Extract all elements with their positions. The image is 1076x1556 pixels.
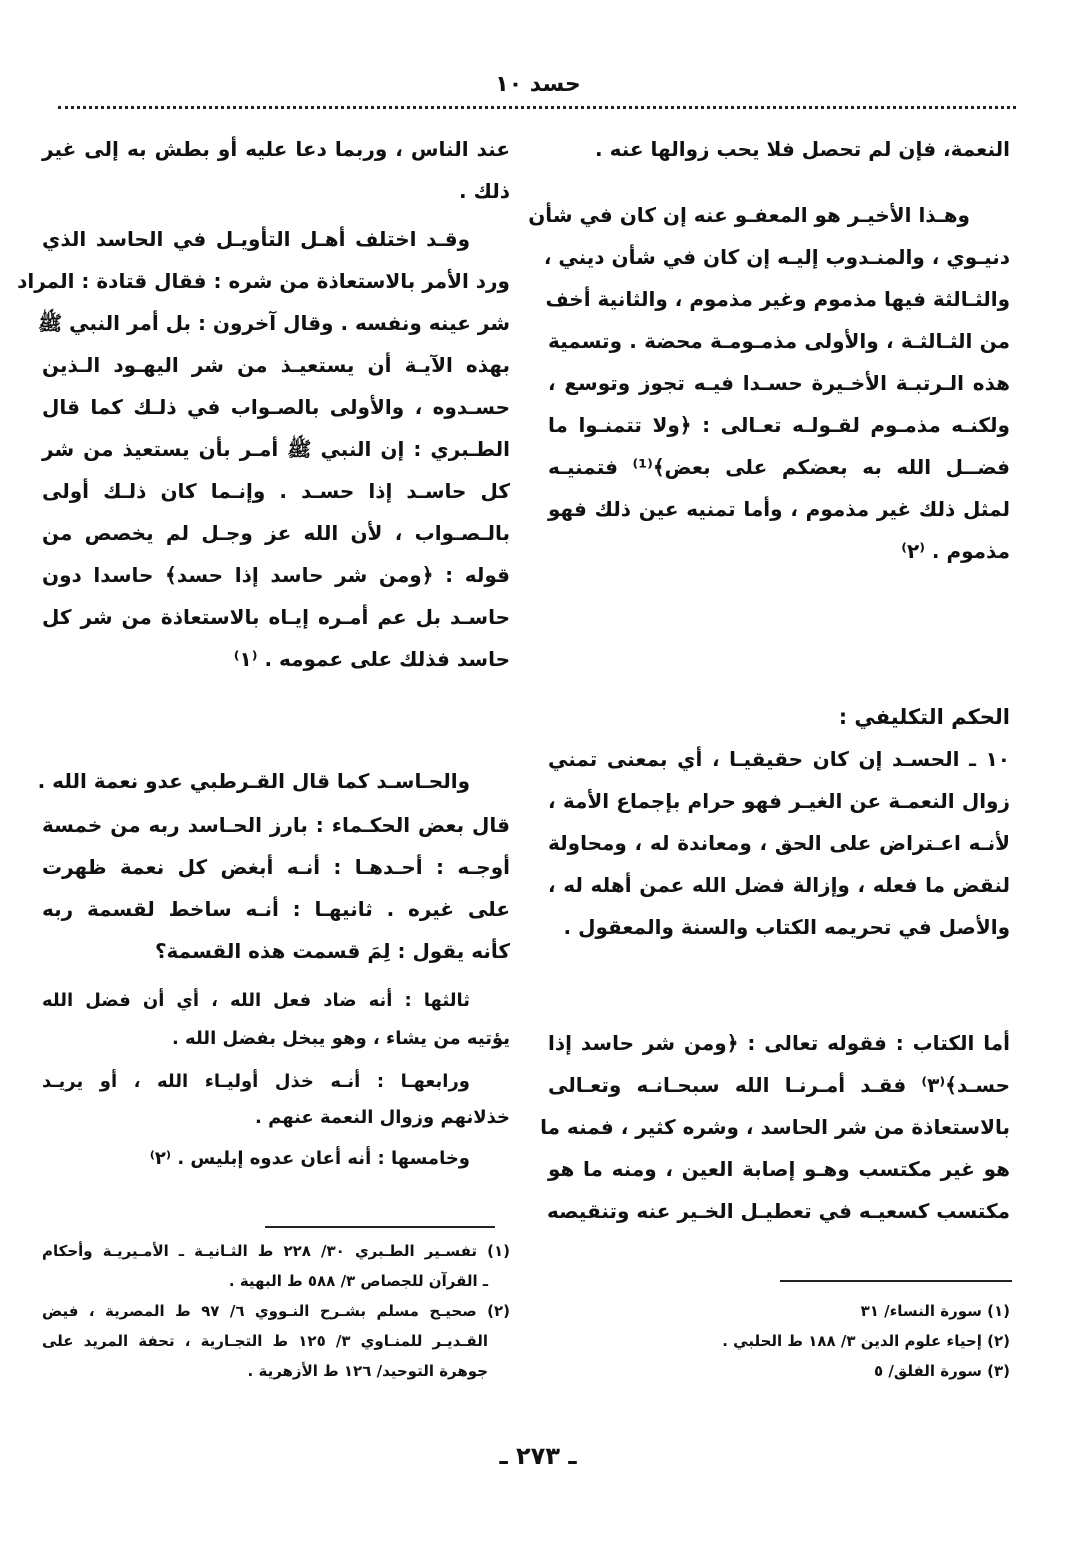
footnote: (٢) إحياء علوم الدين ٣/ ١٨٨ ط الحلبي . xyxy=(722,1332,1010,1350)
footnote: (٣) سورة الفلق/ ٥ xyxy=(873,1362,1010,1380)
right-paragraph-3 xyxy=(540,1022,1010,1232)
footnote: (٢) صحيـح مسلم بشـرح النـووي ٦/ ٩٧ ط المصرية ، فيض xyxy=(42,1302,511,1320)
text-line: حسـدوه ، والأولى بالصـواب في ذلـك كما قال xyxy=(42,395,510,419)
left-paragraph-6 xyxy=(42,1140,510,1178)
text-line: دنيـوي ، والمنـدوب إليـه إن كان في شأن ديني ، xyxy=(543,245,1010,269)
right-paragraph-1 xyxy=(528,194,1010,572)
left-paragraph-5 xyxy=(42,1064,510,1136)
section-heading xyxy=(548,696,1010,738)
text-line: حاسـد بل عم أمـره إيـاه بالاستعاذة من شر كل xyxy=(42,605,510,629)
text-line: الطـبري : إن النبي ﷺ أمـر بأن يستعيذ من شر xyxy=(42,437,510,461)
left-paragraph-0 xyxy=(42,128,510,212)
footnote-separator xyxy=(780,1280,1012,1282)
text-line: ولكنـه مذمـوم لقـولـه تعـالى : ﴿ولا تتمنـوا ما xyxy=(548,413,1010,437)
text-line: بالـصـواب ، لأن الله عز وجـل لم يخصص من xyxy=(42,521,510,545)
text-line: خذلانهم وزوال النعمة عنهم . xyxy=(254,1107,510,1128)
text-line: وقـد اختلف أهـل التأويـل في الحاسد الذي xyxy=(42,227,470,251)
text-line: هذه الـرتبـة الأخـيرة حسـدا فيـه تجوز وتوسع ، xyxy=(548,371,1010,395)
text-line: بهذه الآيـة أن يستعيـذ من شر اليهـود الـذين xyxy=(42,353,510,377)
running-header: حسد ١٠ xyxy=(495,72,581,97)
text-line: حاسد فذلك على عمومه . ⁽١⁾ xyxy=(233,647,510,671)
text-line: والأصل في تحريمه الكتاب والسنة والمعقول . xyxy=(563,915,1010,939)
footnote: (١) سورة النساء/ ٣١ xyxy=(860,1302,1010,1320)
text-line: ورد الأمر بالاستعاذة من شره : فقال قتادة : المراد xyxy=(17,269,510,293)
text-line: قوله : ﴿ومن شر حاسد إذا حسد﴾ حاسدا دون xyxy=(42,563,510,587)
footnote-separator xyxy=(265,1226,495,1228)
text-line: قال بعض الحكـماء : بارز الحـاسد ربه من خمسة xyxy=(42,813,510,837)
footnote: جوهرة التوحيد/ ١٢٦ ط الأزهرية . xyxy=(247,1362,488,1380)
right-paragraph-0 xyxy=(548,128,1010,170)
footnote: (١) تفسـير الطـبري ٣٠/ ٢٢٨ ط الثـانيـة ـ الأمـيريـة وأحكام xyxy=(42,1242,510,1260)
text-line: كأنه يقول : لِمَ قسمت هذه القسمة؟ xyxy=(154,939,510,963)
text-line: بالاستعاذة من شر الحاسد ، وشره كثير ، فمنه ما xyxy=(540,1115,1010,1139)
left-footnotes xyxy=(42,1236,510,1386)
left-paragraph-4 xyxy=(42,982,510,1058)
text-line: ذلك . xyxy=(459,179,510,203)
text-line: وهـذا الأخيـر هو المعفـو عنه إن كان في شأن xyxy=(528,203,970,227)
text-line: حسـد﴾⁽٣⁾ فقـد أمـرنـا الله سبحـانـه وتعـالى xyxy=(548,1073,1010,1097)
text-line: ١٠ ـ الحسـد إن كان حقيقيـا ، أي بمعنى تمني xyxy=(548,747,1010,771)
text-line: كل حاسـد إذا حسـد . وإنـما كان ذلـك أولى xyxy=(42,479,510,503)
right-footnotes xyxy=(548,1296,1010,1386)
text-line: فضــل الله به بعضكم على بعض﴾⁽¹⁾ فتمنيـه xyxy=(548,455,1010,479)
text-line: لنقض ما فعله ، وإزالة فضل الله عمن أهله له ، xyxy=(548,873,1010,897)
left-paragraph-1 xyxy=(17,218,510,680)
text-line: لأنـه اعـتراض على الحق ، ومعاندة له ، ومحاولة xyxy=(548,831,1010,855)
text-line: والحـاسـد كما قال القـرطبي عدو نعمة الله . xyxy=(37,769,470,793)
text-line: أوجـه : أحـدهـا : أنـه أبغض كل نعمة ظهرت xyxy=(42,855,510,879)
text-line: وخامسها : أنه أعان عدوه إبليس . ⁽٢⁾ xyxy=(149,1148,470,1169)
text-line: زوال النعمـة عن الغيـر فهو حرام بإجماع الأمة ، xyxy=(548,789,1010,813)
text-line: ورابعهـا : أنـه خذل أوليـاء الله ، أو يريـد xyxy=(42,1071,470,1092)
page-number: ـ ٢٧٣ ـ xyxy=(499,1442,577,1470)
text-line: من الثـالثـة ، والأولى مذمـومـة محضة . وتسمية xyxy=(548,329,1010,353)
text-line: شر عينه ونفسه . وقال آخرون : بل أمر النبي ﷺ xyxy=(37,311,510,335)
text-line: هو غير مكتسب وهـو إصابة العين ، ومنه ما هو xyxy=(548,1157,1010,1181)
left-paragraph-2 xyxy=(37,760,510,802)
left-paragraph-3 xyxy=(42,804,510,972)
right-paragraph-2 xyxy=(548,738,1010,948)
text-line: مكتسب كسعيـه في تعطيـل الخـير عنه وتنقيصه xyxy=(546,1199,1010,1223)
heading-text: الحكم التكليفي : xyxy=(838,705,1010,729)
text-line: مذموم . ⁽٢⁾ xyxy=(901,539,1010,563)
footnote: ـ القرآن للجصاص ٣/ ٥٨٨ ط البهية . xyxy=(228,1272,488,1290)
text-line: ثالثها : أنه ضاد فعل الله ، أي أن فضل الله xyxy=(42,990,470,1011)
text-line: والثـالثة فيها مذموم وغير مذموم ، والثانية أخف xyxy=(545,287,1010,311)
text-line: على غيره . ثانيهـا : أنـه ساخط لقسمة ربه xyxy=(42,897,510,921)
header-divider xyxy=(58,106,1016,109)
text-line: يؤتيه من يشاء ، وهو يبخل بفضل الله . xyxy=(171,1028,510,1049)
text-line: أما الكتاب : فقوله تعالى : ﴿ومن شر حاسد إذا xyxy=(548,1031,1010,1055)
text-line: لمثل ذلك غير مذموم ، وأما تمنيه عين ذلك فهو xyxy=(548,497,1010,521)
text-line: النعمة، فإن لم تحصل فلا يحب زوالها عنه . xyxy=(595,137,1010,161)
footnote: القـديـر للمنـاوي ٣/ ١٢٥ ط التجـارية ، تحفة المريد على xyxy=(42,1332,489,1350)
text-line: عند الناس ، وربما دعا عليه أو بطش به إلى غير xyxy=(42,137,510,161)
